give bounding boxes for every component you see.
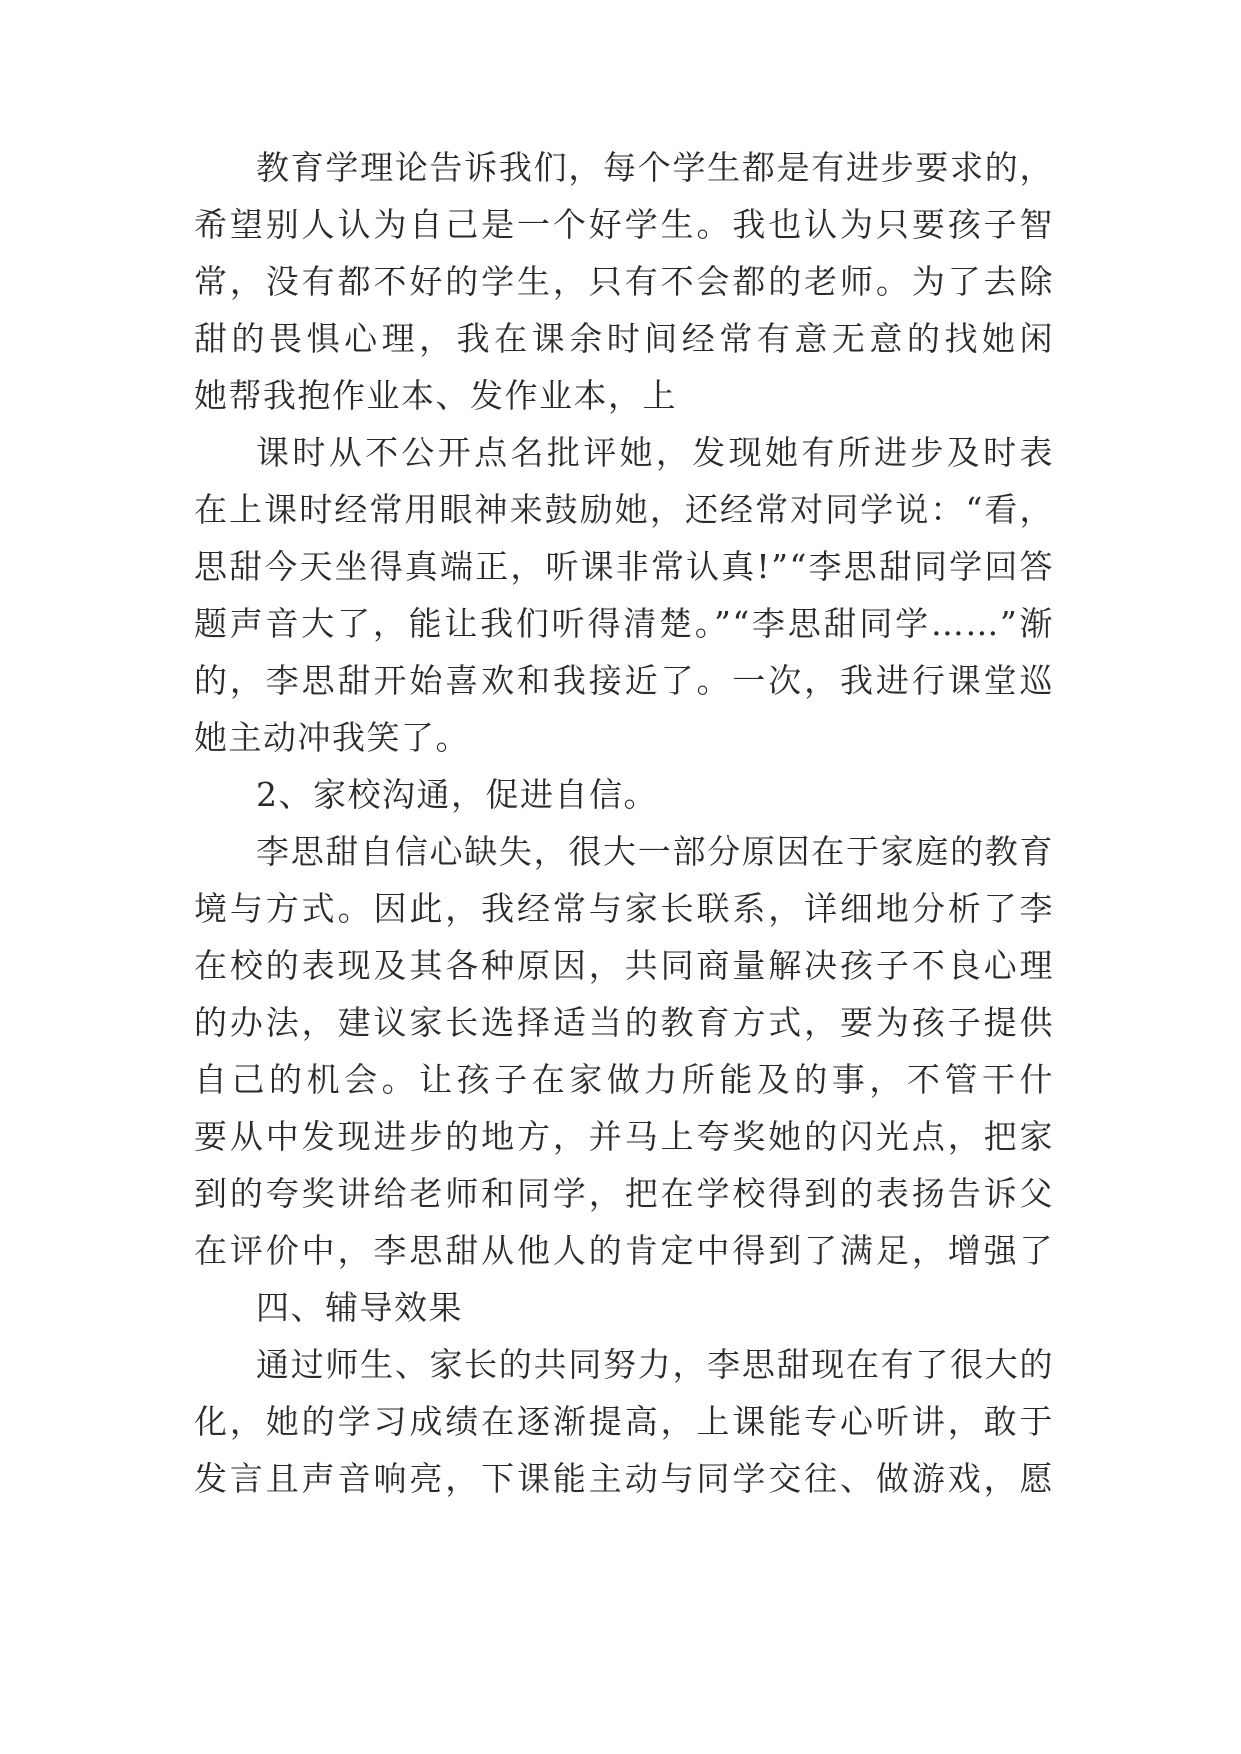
paragraph-line: 思甜今天坐得真端正，听课非常认真!”“李思甜同学回答 [194,547,1054,586]
paragraph-line: 在校的表现及其各种原因，共同商量解决孩子不良心理 [194,946,1054,985]
paragraph-line: 发言且声音响亮，下课能主动与同学交往、做游戏，愿 [194,1459,1054,1498]
paragraph-line: 要从中发现进步的地方，并马上夸奖她的闪光点，把家 [194,1117,1054,1156]
paragraph-line: 甜的畏惧心理，我在课余时间经常有意无意的找她闲 [194,319,1054,358]
paragraph-line: 希望别人认为自己是一个好学生。我也认为只要孩子智 [194,205,1054,244]
paragraph-line: 的，李思甜开始喜欢和我接近了。一次，我进行课堂巡 [194,661,1054,700]
paragraph-line: 题声音大了，能让我们听得清楚。”“李思甜同学……”渐 [194,604,1054,643]
paragraph-line: 化，她的学习成绩在逐渐提高，上课能专心听讲，敢于 [194,1402,1054,1441]
paragraph-line: 境与方式。因此，我经常与家长联系，详细地分析了李 [194,889,1054,928]
paragraph-line: 她主动冲我笑了。 [194,718,470,757]
paragraph-line: 李思甜自信心缺失，很大一部分原因在于家庭的教育 [256,832,1054,871]
paragraph-line: 的办法，建议家长选择适当的教育方式，要为孩子提供 [194,1003,1054,1042]
paragraph-line: 在上课时经常用眼神来鼓励她，还经常对同学说：“看， [194,490,1054,529]
section-heading: 2、家校沟通，促进自信。 [256,775,658,814]
section-heading: 四、辅导效果 [256,1288,463,1327]
paragraph-line: 她帮我抱作业本、发作业本，上 [194,376,677,415]
paragraph-line: 自己的机会。让孩子在家做力所能及的事，不管干什 [194,1060,1054,1099]
paragraph-line: 通过师生、家长的共同努力，李思甜现在有了很大的 [256,1345,1054,1384]
paragraph-line: 课时从不公开点名批评她，发现她有所进步及时表 [256,433,1054,472]
paragraph-line: 教育学理论告诉我们，每个学生都是有进步要求的， [256,148,1054,187]
paragraph-line: 常，没有都不好的学生，只有不会都的老师。为了去除 [194,262,1054,301]
paragraph-line: 在评价中，李思甜从他人的肯定中得到了满足，增强了 [194,1231,1054,1270]
paragraph-line: 到的夸奖讲给老师和同学，把在学校得到的表扬告诉父 [194,1174,1054,1213]
